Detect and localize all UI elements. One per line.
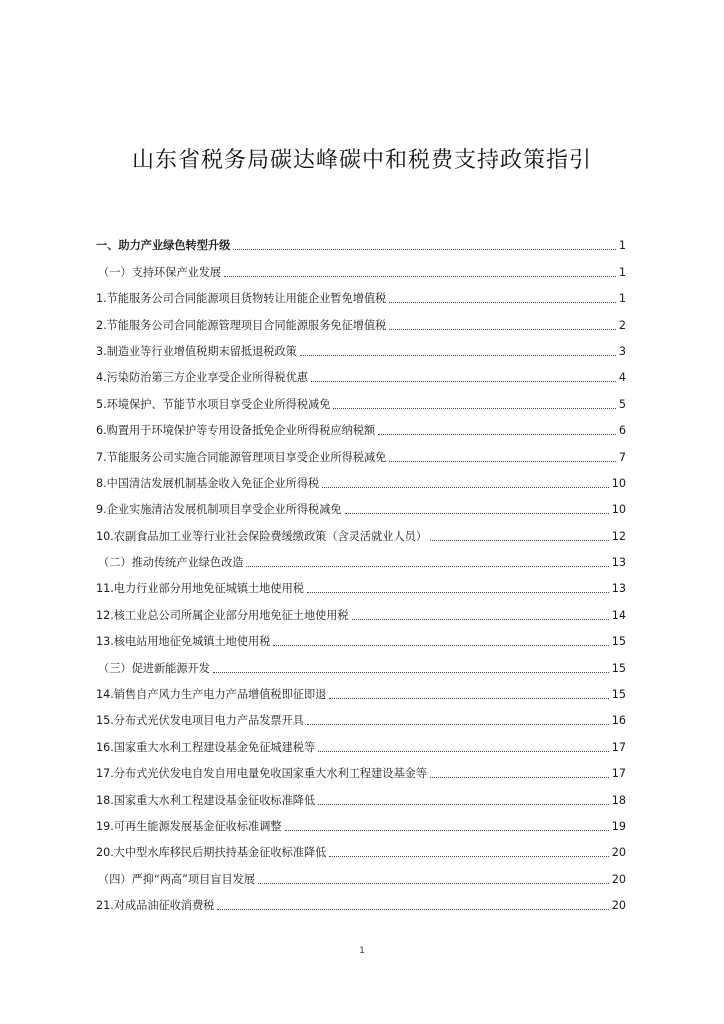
toc-entry-page-number: 20 bbox=[611, 846, 626, 860]
toc-entry[interactable] bbox=[96, 385, 626, 411]
toc-entry[interactable] bbox=[96, 465, 626, 491]
toc-entry-page-number: 7 bbox=[618, 450, 626, 464]
toc-entry-label: 9.企业实施清洁发展机制项目享受企业所得税减免 bbox=[96, 503, 342, 517]
page-number: 1 bbox=[359, 946, 365, 956]
toc-entry[interactable] bbox=[96, 517, 626, 543]
toc-dot-leader bbox=[311, 380, 616, 382]
toc-dot-leader bbox=[352, 618, 609, 620]
toc-entry-page-number: 15 bbox=[611, 688, 626, 702]
toc-entry-page-number: 6 bbox=[618, 424, 626, 438]
toc-dot-leader bbox=[246, 565, 608, 567]
toc-entry[interactable] bbox=[96, 728, 626, 754]
toc-entry[interactable] bbox=[96, 676, 626, 702]
toc-entry-page-number: 5 bbox=[618, 397, 626, 411]
toc-entry-label: （一）支持环保产业发展 bbox=[98, 265, 222, 279]
toc-entry[interactable] bbox=[96, 438, 626, 464]
toc-dot-leader bbox=[378, 433, 616, 435]
toc-entry[interactable] bbox=[96, 623, 626, 649]
toc-dot-leader bbox=[430, 539, 609, 541]
toc-entry-page-number: 4 bbox=[618, 371, 626, 385]
toc-entry-label: （四）严抑“两高”项目盲目发展 bbox=[98, 872, 256, 886]
toc-entry-label: 19.可再生能源发展基金征收标准调整 bbox=[96, 819, 282, 833]
toc-dot-leader bbox=[307, 591, 609, 593]
toc-entry-page-number: 18 bbox=[611, 793, 626, 807]
toc-entry[interactable] bbox=[96, 702, 626, 728]
toc-entry[interactable] bbox=[96, 808, 626, 834]
toc-subsection-heading[interactable] bbox=[96, 253, 626, 279]
toc-entry-label: （三）促进新能源开发 bbox=[98, 661, 210, 675]
toc-entry[interactable] bbox=[96, 491, 626, 517]
toc-dot-leader bbox=[258, 882, 609, 884]
toc-entry-page-number: 1 bbox=[618, 292, 626, 306]
toc-dot-leader bbox=[318, 803, 609, 805]
toc-entry-page-number: 14 bbox=[611, 608, 626, 622]
toc-entry-label: 14.销售自产风力生产电力产品增值税即征即退 bbox=[96, 688, 327, 702]
toc-dot-leader bbox=[329, 855, 608, 857]
toc-entry-page-number: 19 bbox=[611, 819, 626, 833]
toc-entry[interactable] bbox=[96, 359, 626, 385]
toc-entry-label: 17.分布式光伏发电自发自用电量免收国家重大水利工程建设基金等 bbox=[96, 767, 428, 781]
toc-dot-leader bbox=[273, 644, 608, 646]
toc-dot-leader bbox=[389, 460, 616, 462]
toc-entry-page-number: 13 bbox=[611, 582, 626, 596]
toc-dot-leader bbox=[322, 486, 609, 488]
toc-entry-label: 11.电力行业部分用地免征城镇土地使用税 bbox=[96, 582, 304, 596]
toc-entry-page-number: 17 bbox=[611, 767, 626, 781]
toc-entry-page-number: 12 bbox=[611, 529, 626, 543]
toc-entry[interactable] bbox=[96, 596, 626, 622]
toc-entry-page-number: 13 bbox=[611, 556, 626, 570]
toc-entry-page-number: 17 bbox=[611, 740, 626, 754]
toc-entry-label: （二）推动传统产业绿色改造 bbox=[98, 556, 244, 570]
toc-entry-page-number: 2 bbox=[618, 318, 626, 332]
toc-entry-label: 4.污染防治第三方企业享受企业所得税优惠 bbox=[96, 371, 309, 385]
toc-entry-label: 18.国家重大水利工程建设基金征收标准降低 bbox=[96, 793, 316, 807]
toc-entry-page-number: 15 bbox=[611, 661, 626, 675]
toc-entry-page-number: 10 bbox=[611, 476, 626, 490]
toc-entry-label: 5.环境保护、节能节水项目享受企业所得税减免 bbox=[96, 397, 331, 411]
toc-entry-page-number: 15 bbox=[611, 635, 626, 649]
toc-entry-label: 2.节能服务公司合同能源管理项目合同能源服务免征增值税 bbox=[96, 318, 387, 332]
toc-entry-label: 1.节能服务公司合同能源项目货物转让用能企业暂免增值税 bbox=[96, 292, 387, 306]
toc-entry[interactable] bbox=[96, 306, 626, 332]
toc-dot-leader bbox=[430, 776, 609, 778]
toc-entry-label: 12.核工业总公司所属企业部分用地免征土地使用税 bbox=[96, 608, 349, 622]
toc-entry[interactable] bbox=[96, 280, 626, 306]
toc-dot-leader bbox=[345, 512, 609, 514]
toc-dot-leader bbox=[224, 275, 616, 277]
toc-entry[interactable] bbox=[96, 412, 626, 438]
toc-dot-leader bbox=[389, 328, 616, 330]
toc-entry-label: 10.农副食品加工业等行业社会保险费缓缴政策（含灵活就业人员） bbox=[96, 529, 428, 543]
toc-entry-page-number: 3 bbox=[618, 344, 626, 358]
toc-dot-leader bbox=[389, 301, 616, 303]
toc-dot-leader bbox=[300, 354, 616, 356]
toc-entry-page-number: 10 bbox=[611, 503, 626, 517]
toc-entry-label: 15.分布式光伏发电项目电力产品发票开具 bbox=[96, 714, 304, 728]
toc-dot-leader bbox=[285, 829, 609, 831]
toc-entry-label: 20.大中型水库移民后期扶持基金征收标准降低 bbox=[96, 846, 327, 860]
toc-entry[interactable] bbox=[96, 333, 626, 359]
toc-entry-page-number: 20 bbox=[611, 872, 626, 886]
toc-entry[interactable] bbox=[96, 781, 626, 807]
toc-dot-leader bbox=[307, 723, 609, 725]
toc-entry-label: 7.节能服务公司实施合同能源管理项目享受企业所得税减免 bbox=[96, 450, 387, 464]
toc-entry-page-number: 20 bbox=[611, 899, 626, 913]
toc-dot-leader bbox=[213, 671, 609, 673]
table-of-contents bbox=[96, 227, 626, 913]
toc-entry[interactable] bbox=[96, 887, 626, 913]
toc-entry[interactable] bbox=[96, 755, 626, 781]
toc-dot-leader bbox=[233, 248, 616, 250]
document-title: 山东省税务局碳达峰碳中和税费支持政策指引 bbox=[131, 148, 592, 173]
toc-subsection-heading[interactable] bbox=[96, 544, 626, 570]
toc-entry-label: 一、助力产业绿色转型升级 bbox=[96, 239, 231, 253]
toc-entry-label: 21.对成品油征收消费税 bbox=[96, 899, 215, 913]
toc-dot-leader bbox=[329, 697, 608, 699]
toc-entry-label: 16.国家重大水利工程建设基金免征城建税等 bbox=[96, 740, 316, 754]
toc-entry-label: 3.制造业等行业增值税期末留抵退税政策 bbox=[96, 344, 297, 358]
toc-subsection-heading[interactable] bbox=[96, 649, 626, 675]
toc-entry-page-number: 1 bbox=[618, 239, 626, 253]
toc-entry-label: 13.核电站用地征免城镇土地使用税 bbox=[96, 635, 271, 649]
toc-dot-leader bbox=[318, 750, 609, 752]
toc-entry-label: 8.中国清洁发展机制基金收入免征企业所得税 bbox=[96, 476, 320, 490]
toc-subsection-heading[interactable] bbox=[96, 860, 626, 886]
toc-entry-label: 6.购置用于环境保护等专用设备抵免企业所得税应纳税额 bbox=[96, 424, 376, 438]
toc-section-heading[interactable] bbox=[96, 227, 626, 253]
toc-entry[interactable] bbox=[96, 834, 626, 860]
toc-entry-page-number: 1 bbox=[618, 265, 626, 279]
toc-dot-leader bbox=[333, 407, 615, 409]
toc-dot-leader bbox=[217, 908, 608, 910]
toc-entry-page-number: 16 bbox=[611, 714, 626, 728]
toc-entry[interactable] bbox=[96, 570, 626, 596]
